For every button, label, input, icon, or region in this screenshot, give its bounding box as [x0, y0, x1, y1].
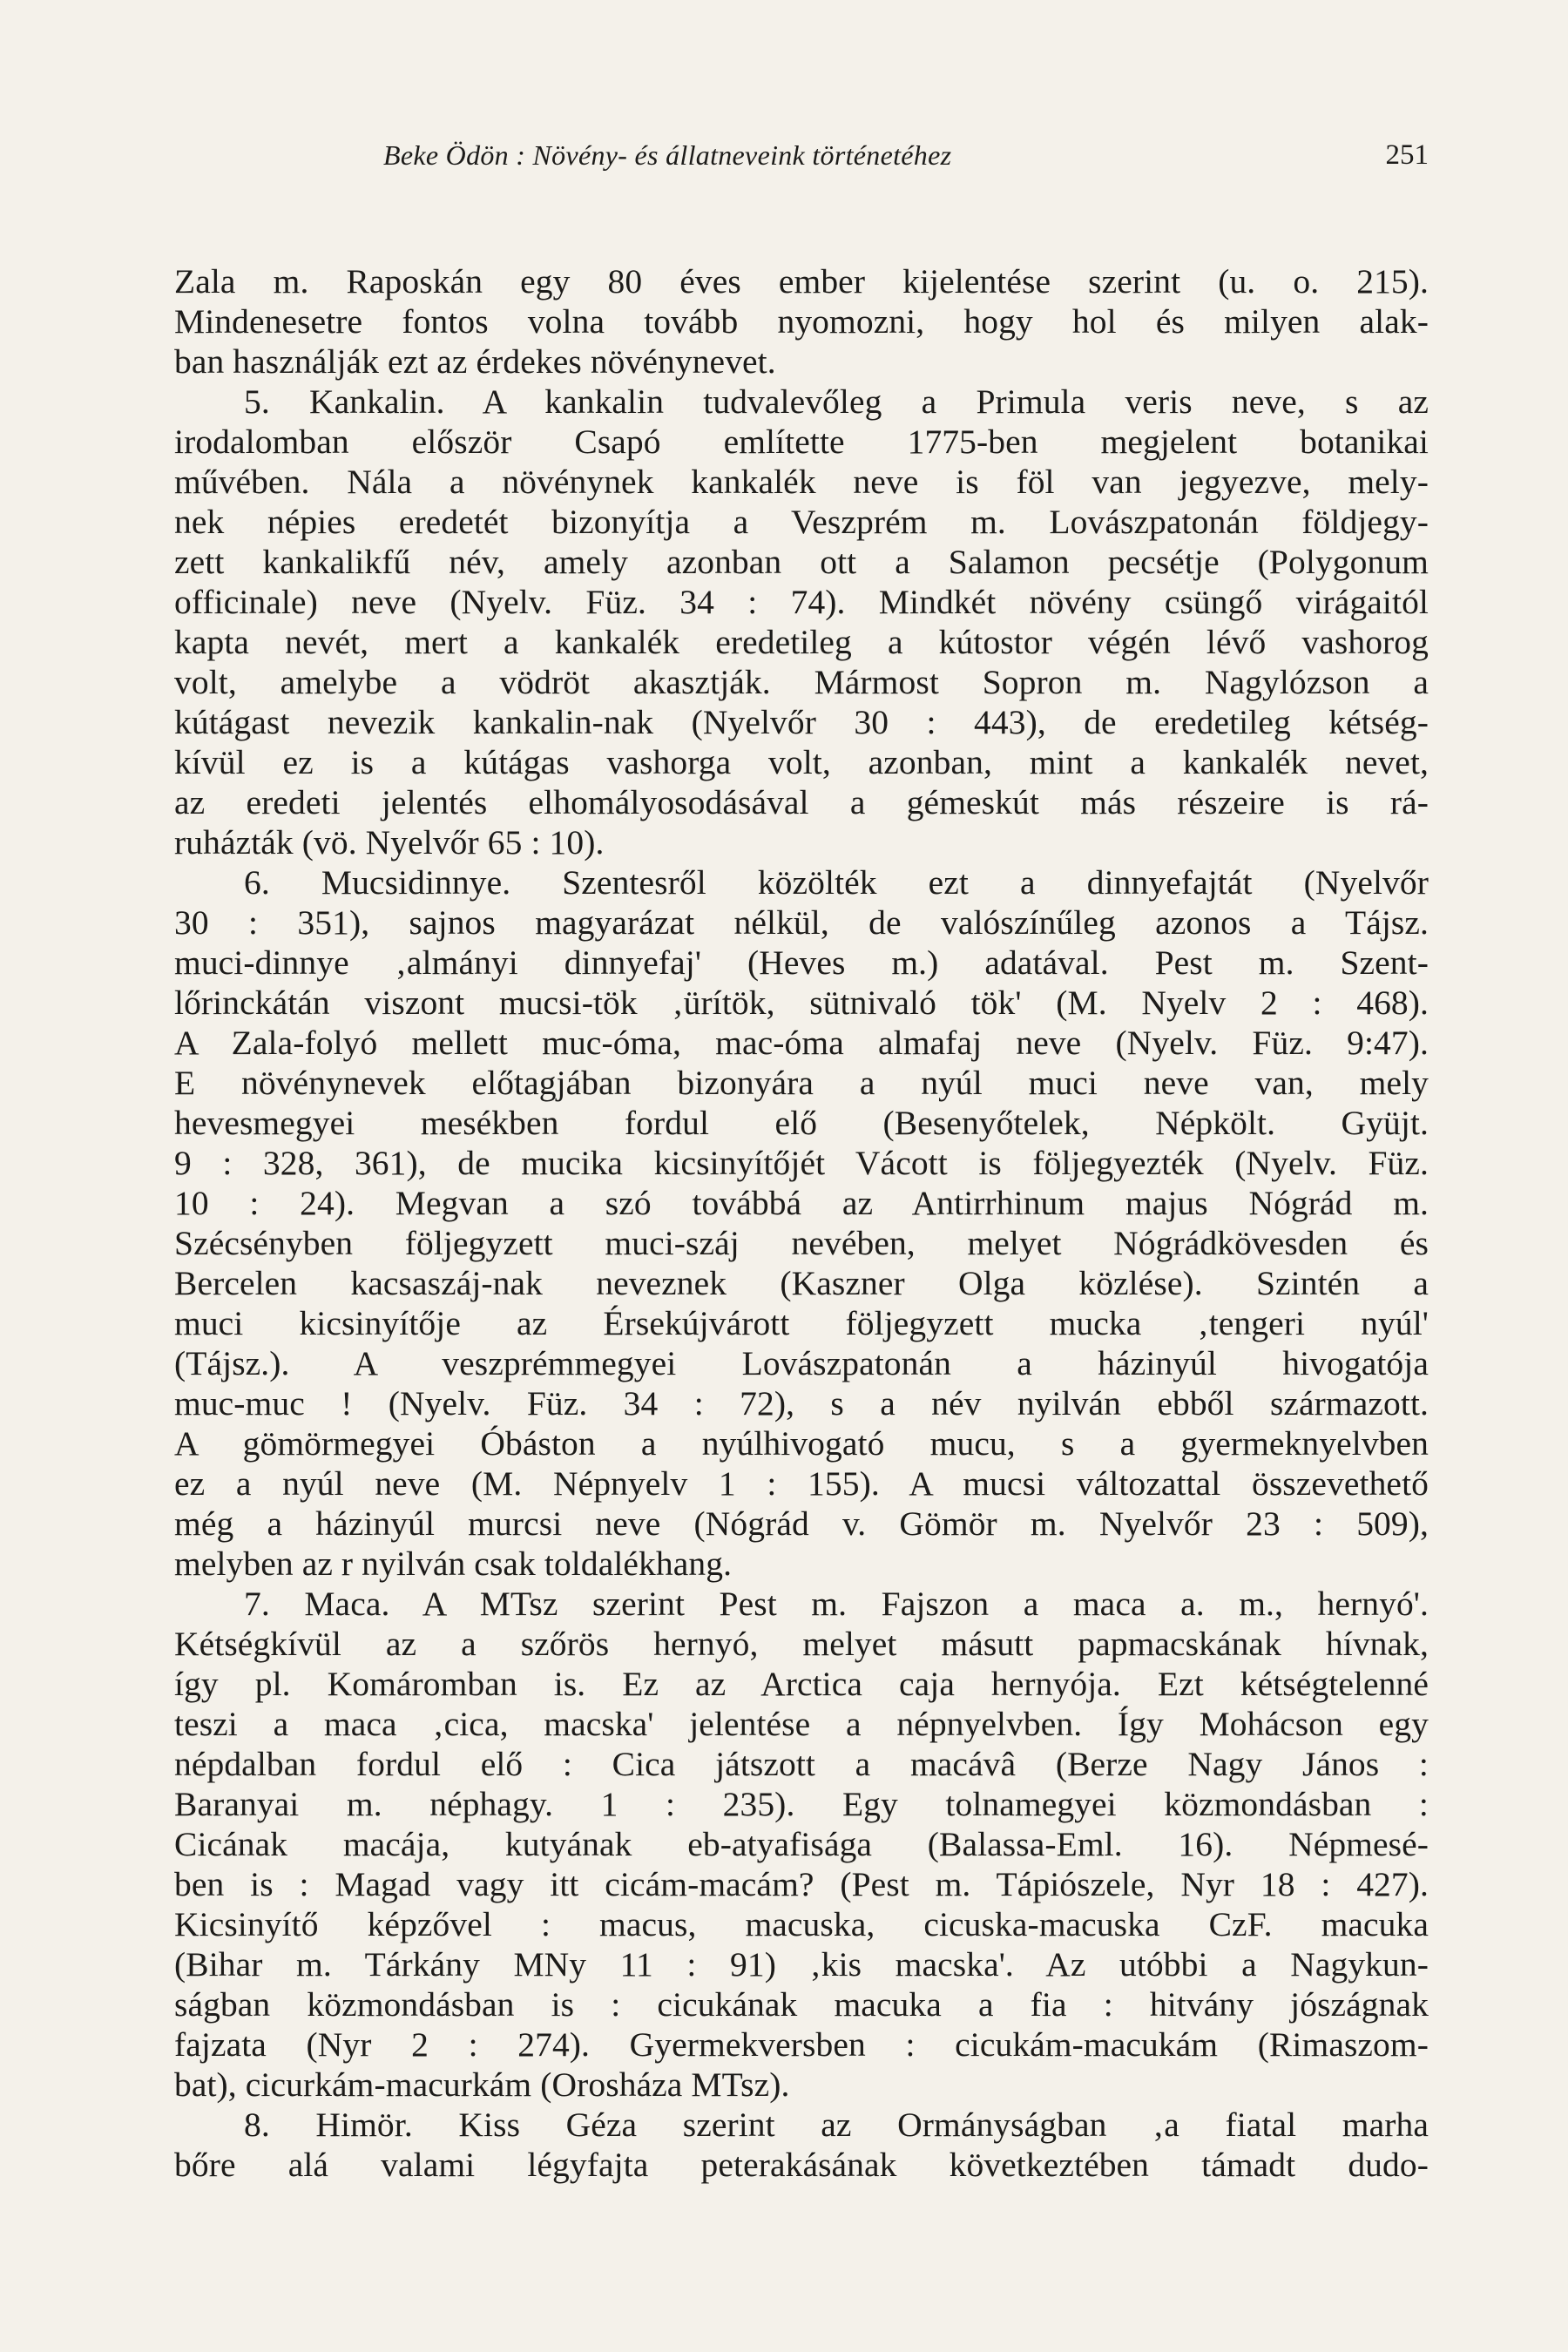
running-title: Beke Ödön : Növény- és állatneveink történetéhez [383, 139, 952, 171]
text-line: muc-muc ! (Nyelv. Füz. 34 : 72), s a név nyilván ebből származott. [174, 1384, 1429, 1423]
text-line: (Bihar m. Tárkány MNy 11 : 91) ‚kis macska'. Az utóbbi a Nagykun- [174, 1945, 1429, 1984]
text-line: 30 : 351), sajnos magyarázat nélkül, de valószínűleg azonos a Tájsz. [174, 903, 1429, 942]
section-heading-line: 7. Maca. A MTsz szerint Pest m. Fajszon a maca a. m., hernyó'. [244, 1585, 1429, 1623]
text-line: teszi a maca ‚cica, macska' jelentése a népnyelvben. Így Mohácson egy [174, 1705, 1429, 1743]
text-line: ságban közmondásban is : cicukának macuka a fia : hitvány jószágnak [174, 1985, 1429, 2024]
text-line: officinale) neve (Nyelv. Füz. 34 : 74). Mindkét növény csüngő virágaitól [174, 583, 1429, 621]
text-line: ben is : Magad vagy itt cicám-macám? (Pest m. Tápiószele, Nyr 18 : 427). [174, 1865, 1429, 1903]
text-line: ban használják ezt az érdekes növénynevet. [174, 342, 776, 381]
text-line: kapta nevét, mert a kankalék eredetileg a kútostor végén lévő vashorog [174, 623, 1429, 661]
text-line: Baranyai m. néphagy. 1 : 235). Egy tolnamegyei közmondásban : [174, 1785, 1429, 1823]
text-line: (Tájsz.). A veszprémmegyei Lovászpatonán a házinyúl hivogatója [174, 1344, 1429, 1382]
text-line: népdalban fordul elő : Cica játszott a macávâ (Berze Nagy János : [174, 1745, 1429, 1783]
text-line: Bercelen kacsaszáj-nak neveznek (Kaszner Olga közlése). Szintén a [174, 1264, 1429, 1302]
text-line: fajzata (Nyr 2 : 274). Gyermekversben : cicukám-macukám (Rimaszom- [174, 2025, 1429, 2064]
text-line: lőrinckátán viszont mucsi-tök ‚ürítök, sütnivaló tök' (M. Nyelv 2 : 468). [174, 983, 1429, 1022]
page-number: 251 [1385, 139, 1429, 171]
text-line: A gömörmegyei Óbáston a nyúlhivogató mucu, s a gyermeknyelvben [174, 1424, 1429, 1463]
text-line: ez a nyúl neve (M. Népnyelv 1 : 155). A mucsi változattal összevethető [174, 1464, 1429, 1503]
text-line: nek népies eredetét bizonyítja a Veszprém m. Lovászpatonán földjegy- [174, 503, 1429, 541]
text-line: bat), cicurkám-macurkám (Orosháza MTsz). [174, 2065, 790, 2104]
text-line: ruházták (vö. Nyelvőr 65 : 10). [174, 823, 605, 862]
text-line: muci kicsinyítője az Érsekújvárott följegyzett mucka ‚tengeri nyúl' [174, 1304, 1429, 1342]
text-line: bőre alá valami légyfajta peterakásának következtében támadt dudo- [174, 2146, 1429, 2184]
text-line: 9 : 328, 361), de mucika kicsinyítőjét Vácott is följegyezték (Nyelv. Füz. [174, 1144, 1429, 1182]
text-line: muci-dinnye ‚almányi dinnyefaj' (Heves m.) adatával. Pest m. Szent- [174, 943, 1429, 982]
section-heading-line: 6. Mucsidinnye. Szentesről közölték ezt a dinnyefajtát (Nyelvőr [244, 863, 1429, 902]
text-line: Zala m. Raposkán egy 80 éves ember kijelentése szerint (u. o. 215). [174, 262, 1429, 301]
text-line: az eredeti jelentés elhomályosodásával a gémeskút más részeire is rá- [174, 783, 1429, 821]
text-line: zett kankalikfű név, amely azonban ott a Salamon pecsétje (Polygonum [174, 543, 1429, 581]
text-line: melyben az r nyilván csak toldalékhang. [174, 1544, 733, 1583]
text-line: hevesmegyei mesékben fordul elő (Besenyőtelek, Népkölt. Gyüjt. [174, 1104, 1429, 1142]
text-line: Mindenesetre fontos volna tovább nyomozni, hogy hol és milyen alak- [174, 302, 1429, 341]
text-line: még a házinyúl murcsi neve (Nógrád v. Gömör m. Nyelvőr 23 : 509), [174, 1504, 1429, 1543]
text-line: volt, amelybe a vödröt akasztják. Mármost Sopron m. Nagylózson a [174, 663, 1429, 701]
text-line: Kétségkívül az a szőrös hernyó, melyet másutt papmacskának hívnak, [174, 1625, 1429, 1663]
text-line: irodalomban először Csapó említette 1775-ben megjelent botanikai [174, 422, 1429, 461]
running-head [174, 139, 1429, 179]
text-line: kútágast nevezik kankalin-nak (Nyelvőr 30 : 443), de eredetileg kétség- [174, 703, 1429, 741]
text-line: A Zala-folyó mellett muc-óma, mac-óma almafaj neve (Nyelv. Füz. 9:47). [174, 1024, 1429, 1062]
text-line: Kicsinyítő képzővel : macus, macuska, cicuska-macuska CzF. macuka [174, 1905, 1429, 1943]
text-line: 10 : 24). Megvan a szó továbbá az Antirrhinum majus Nógrád m. [174, 1184, 1429, 1222]
text-line: Cicának macája, kutyának eb-atyafisága (Balassa-Eml. 16). Népmesé- [174, 1825, 1429, 1863]
text-line: művében. Nála a növénynek kankalék neve is föl van jegyezve, mely- [174, 463, 1429, 501]
text-line: Szécsényben följegyzett muci-száj nevében, melyet Nógrádkövesden és [174, 1224, 1429, 1262]
section-heading-line: 5. Kankalin. A kankalin tudvalevőleg a Primula veris neve, s az [244, 382, 1429, 421]
section-heading-line: 8. Himör. Kiss Géza szerint az Ormányságban ‚a fiatal marha [244, 2105, 1429, 2144]
text-line: így pl. Komáromban is. Ez az Arctica caja hernyója. Ezt kétségtelenné [174, 1665, 1429, 1703]
body-text [174, 261, 1429, 2185]
text-line: E növénynevek előtagjában bizonyára a nyúl muci neve van, mely [174, 1064, 1429, 1102]
text-line: kívül ez is a kútágas vashorga volt, azonban, mint a kankalék nevet, [174, 743, 1429, 781]
